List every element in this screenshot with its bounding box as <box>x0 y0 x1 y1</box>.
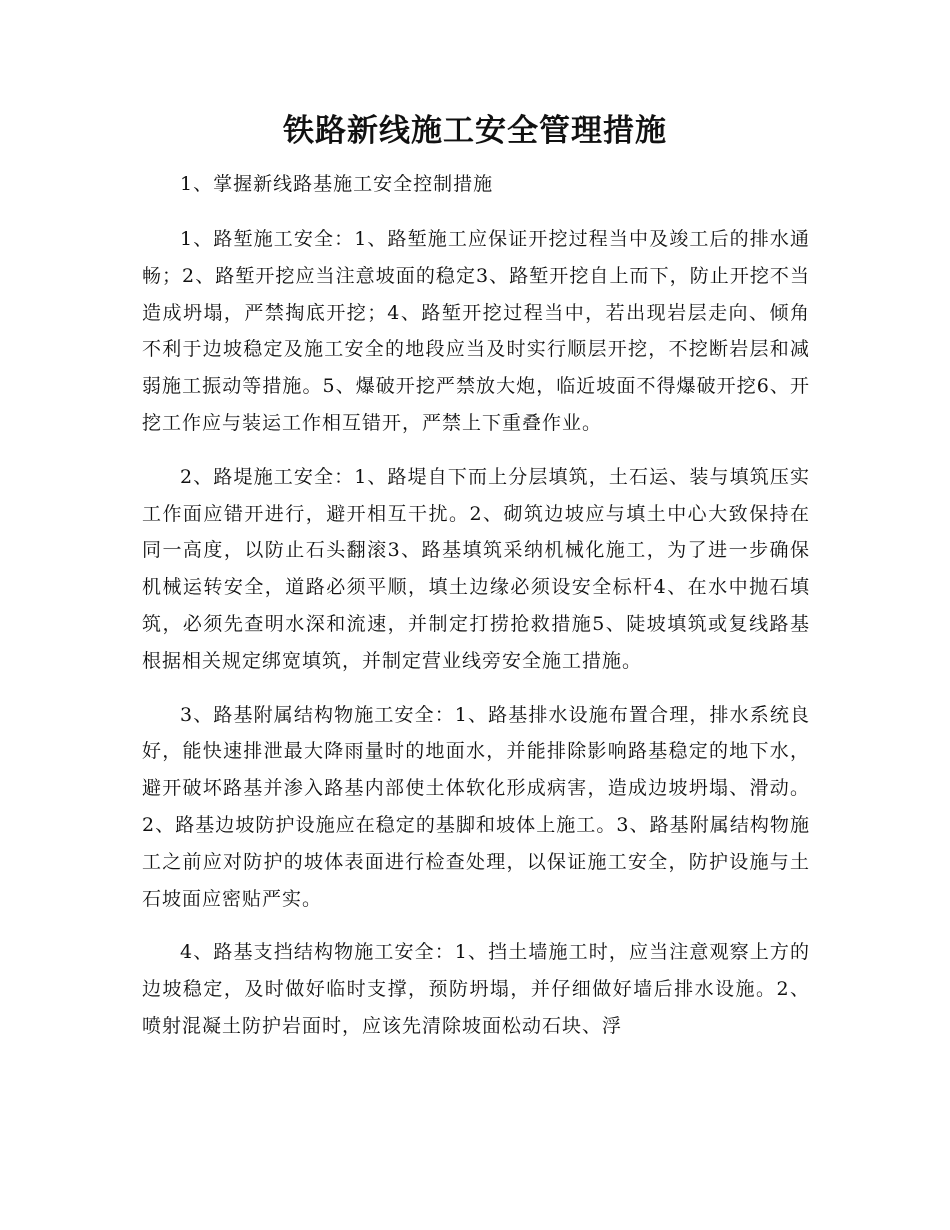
paragraph-embankment-safety: 2、路堤施工安全：1、路堤自下而上分层填筑，土石运、装与填筑压实工作面应错开进行，避开相互干扰。2、砌筑边坡应与填土中心大致保持在同一高度，以防止石头翻滚3、路基填筑采纳机械化施工，为了进一步确保机械运转安全，道路必须平顺，填土边缘必须设安全标杆4、在水中抛石填筑，必须先查明水深和流速，并制定打捞抢救措施5、陡坡填筑或复线路基根据相关规定绑宽填筑，并制定营业线旁安全施工措施。 <box>142 465 810 672</box>
paragraph-retaining-structure-safety: 4、路基支挡结构物施工安全：1、挡土墙施工时，应当注意观察上方的边坡稳定，及时做好临时支撑，预防坍塌，并仔细做好墙后排水设施。2、喷射混凝土防护岩面时，应该先清除坡面松动石块、浮 <box>142 941 810 1037</box>
section-heading: 1、掌握新线路基施工安全控制措施 <box>180 173 494 195</box>
document-body <box>142 166 810 1062</box>
paragraph-auxiliary-structure-safety: 3、路基附属结构物施工安全：1、路基排水设施布置合理，排水系统良好，能快速排泄最大降雨量时的地面水，并能排除影响路基稳定的地下水，避开破坏路基并渗入路基内部使土体软化形成病害，造成边坡坍塌、滑动。2、路基边坡防护设施应在稳定的基脚和坡体上施工。3、路基附属结构物施工之前应对防护的坡体表面进行检查处理，以保证施工安全，防护设施与土石坡面应密贴严实。 <box>142 703 810 910</box>
document-title: 铁路新线施工安全管理措施 <box>283 113 667 149</box>
paragraph-cutting-safety: 1、路堑施工安全：1、路堑施工应保证开挖过程当中及竣工后的排水通畅；2、路堑开挖应当注意坡面的稳定3、路堑开挖自上而下，防止开挖不当造成坍塌，严禁掏底开挖；4、路堑开挖过程当中，若出现岩层走向、倾角不利于边坡稳定及施工安全的地段应当及时实行顺层开挖，不挖断岩层和减弱施工振动等措施。5、爆破开挖严禁放大炮，临近坡面不得爆破开挖6、开挖工作应与装运工作相互错开，严禁上下重叠作业。 <box>142 228 810 434</box>
